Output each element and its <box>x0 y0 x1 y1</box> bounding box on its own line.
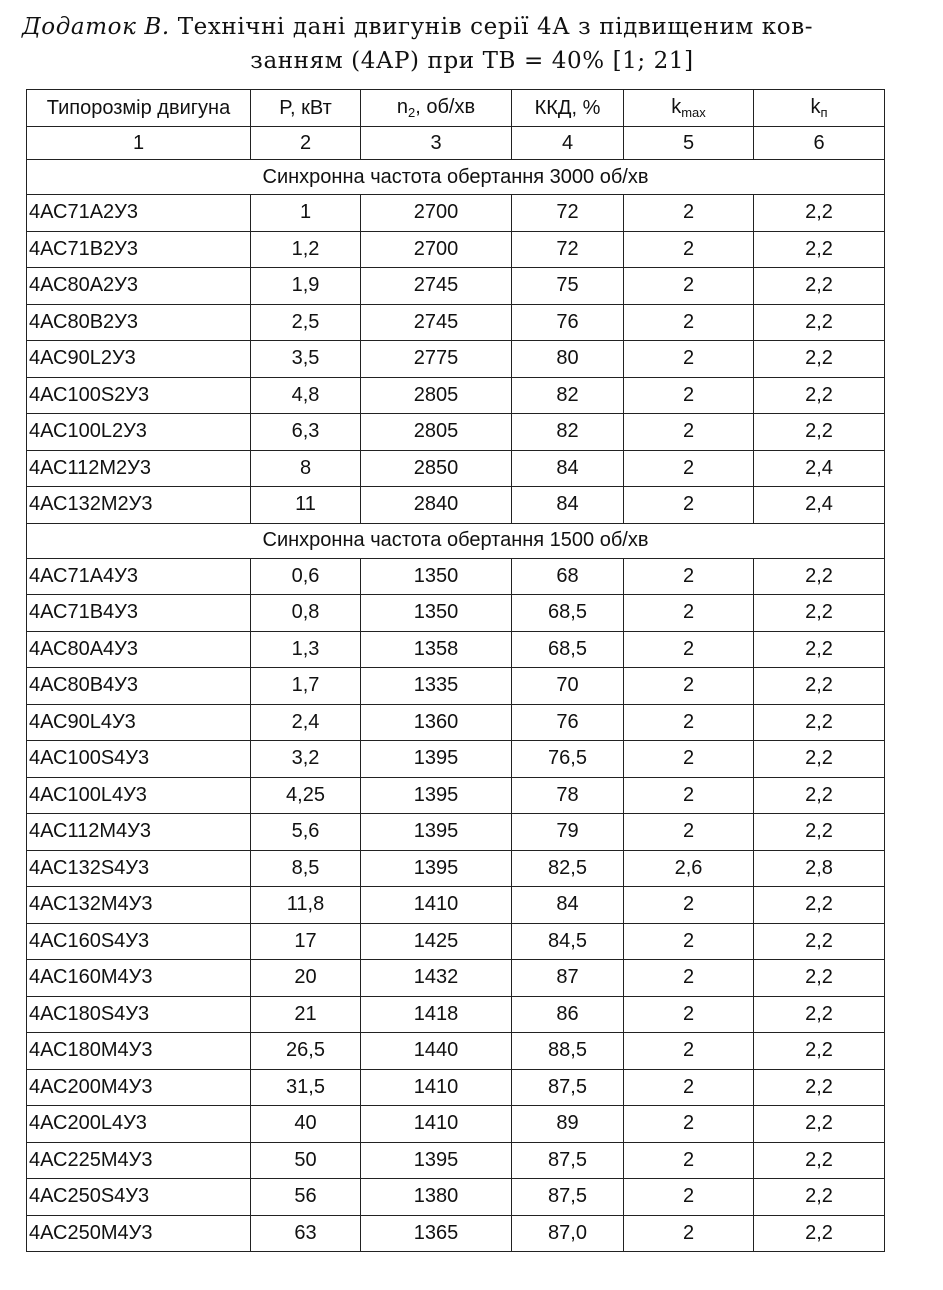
table-caption <box>22 10 902 78</box>
table-row <box>27 1106 885 1143</box>
table-row <box>27 595 885 632</box>
value-cell: 82 <box>512 377 624 414</box>
value-cell: 2,2 <box>754 960 885 997</box>
value-cell: 2805 <box>361 414 512 451</box>
value-cell: 72 <box>512 231 624 268</box>
table-row <box>27 450 885 487</box>
table-row <box>27 960 885 997</box>
value-cell: 5,6 <box>251 814 361 851</box>
table-row <box>27 996 885 1033</box>
table-row <box>27 814 885 851</box>
value-cell: 31,5 <box>251 1069 361 1106</box>
table-row <box>27 1069 885 1106</box>
value-cell: 2,2 <box>754 595 885 632</box>
table-row <box>27 923 885 960</box>
column-header-subscript: max <box>681 105 706 120</box>
caption-lead: Додаток В. <box>22 14 170 40</box>
value-cell: 68 <box>512 558 624 595</box>
value-cell: 84 <box>512 450 624 487</box>
value-cell: 2 <box>624 231 754 268</box>
value-cell: 2,2 <box>754 887 885 924</box>
value-cell: 0,8 <box>251 595 361 632</box>
value-cell: 82 <box>512 414 624 451</box>
value-cell: 2,2 <box>754 195 885 232</box>
value-cell: 84,5 <box>512 923 624 960</box>
column-number: 6 <box>754 127 885 160</box>
value-cell: 1425 <box>361 923 512 960</box>
column-header-unit: , об/хв <box>415 96 476 118</box>
value-cell: 1440 <box>361 1033 512 1070</box>
value-cell: 2,2 <box>754 814 885 851</box>
column-number: 4 <box>512 127 624 160</box>
value-cell: 89 <box>512 1106 624 1143</box>
motor-type-cell: 4АС160М4У3 <box>27 960 251 997</box>
motor-type-cell: 4АС180S4У3 <box>27 996 251 1033</box>
value-cell: 86 <box>512 996 624 1033</box>
value-cell: 2,2 <box>754 923 885 960</box>
value-cell: 40 <box>251 1106 361 1143</box>
table-row <box>27 1142 885 1179</box>
value-cell: 2 <box>624 741 754 778</box>
value-cell: 2,2 <box>754 1142 885 1179</box>
value-cell: 2,2 <box>754 1106 885 1143</box>
value-cell: 1360 <box>361 704 512 741</box>
column-header-text: Типорозмір двигуна <box>46 96 231 119</box>
value-cell: 2,2 <box>754 268 885 305</box>
value-cell: 2 <box>624 487 754 524</box>
value-cell: 2,2 <box>754 704 885 741</box>
value-cell: 2,8 <box>754 850 885 887</box>
motor-type-cell: 4АС100S4У3 <box>27 741 251 778</box>
value-cell: 2,2 <box>754 231 885 268</box>
value-cell: 2 <box>624 1069 754 1106</box>
motor-type-cell: 4АС100S2У3 <box>27 377 251 414</box>
value-cell: 1395 <box>361 1142 512 1179</box>
column-header-text: k <box>671 96 682 118</box>
motor-type-cell: 4АС112М2У3 <box>27 450 251 487</box>
value-cell: 2700 <box>361 231 512 268</box>
table-row <box>27 414 885 451</box>
motor-type-cell: 4АС250М4У3 <box>27 1215 251 1252</box>
value-cell: 88,5 <box>512 1033 624 1070</box>
value-cell: 82,5 <box>512 850 624 887</box>
value-cell: 2,2 <box>754 304 885 341</box>
value-cell: 26,5 <box>251 1033 361 1070</box>
value-cell: 1,3 <box>251 631 361 668</box>
value-cell: 78 <box>512 777 624 814</box>
value-cell: 2 <box>624 414 754 451</box>
value-cell: 2 <box>624 996 754 1033</box>
value-cell: 2 <box>624 268 754 305</box>
value-cell: 2 <box>624 341 754 378</box>
value-cell: 2 <box>624 195 754 232</box>
motor-type-cell: 4АС71В2У3 <box>27 231 251 268</box>
section-row <box>27 160 885 195</box>
value-cell: 2805 <box>361 377 512 414</box>
value-cell: 2,2 <box>754 341 885 378</box>
table-row <box>27 558 885 595</box>
value-cell: 1350 <box>361 558 512 595</box>
motor-type-cell: 4АС80В4У3 <box>27 668 251 705</box>
motor-type-cell: 4АС250S4У3 <box>27 1179 251 1216</box>
value-cell: 17 <box>251 923 361 960</box>
value-cell: 2850 <box>361 450 512 487</box>
value-cell: 84 <box>512 487 624 524</box>
table-row <box>27 1215 885 1252</box>
value-cell: 8 <box>251 450 361 487</box>
value-cell: 1432 <box>361 960 512 997</box>
value-cell: 87,5 <box>512 1142 624 1179</box>
value-cell: 2,5 <box>251 304 361 341</box>
column-number: 1 <box>27 127 251 160</box>
column-number: 2 <box>251 127 361 160</box>
table-row <box>27 850 885 887</box>
table-row <box>27 631 885 668</box>
value-cell: 50 <box>251 1142 361 1179</box>
value-cell: 2745 <box>361 268 512 305</box>
value-cell: 87 <box>512 960 624 997</box>
value-cell: 2745 <box>361 304 512 341</box>
value-cell: 21 <box>251 996 361 1033</box>
motor-data-table <box>26 89 885 1252</box>
value-cell: 2 <box>624 558 754 595</box>
motor-type-cell: 4АС71А4У3 <box>27 558 251 595</box>
caption-line-2: занням (4АР) при ТВ = 40% [1; 21] <box>250 48 694 74</box>
value-cell: 1380 <box>361 1179 512 1216</box>
value-cell: 1395 <box>361 814 512 851</box>
value-cell: 80 <box>512 341 624 378</box>
value-cell: 1365 <box>361 1215 512 1252</box>
value-cell: 11,8 <box>251 887 361 924</box>
value-cell: 1410 <box>361 1106 512 1143</box>
value-cell: 2,2 <box>754 631 885 668</box>
value-cell: 76 <box>512 304 624 341</box>
motor-type-cell: 4АС100L2У3 <box>27 414 251 451</box>
column-header-subscript: п <box>820 105 828 120</box>
column-header <box>754 90 885 127</box>
value-cell: 2,2 <box>754 1179 885 1216</box>
value-cell: 2,2 <box>754 1033 885 1070</box>
table-row <box>27 887 885 924</box>
table-row <box>27 195 885 232</box>
column-header <box>361 90 512 127</box>
value-cell: 2 <box>624 631 754 668</box>
motor-type-cell: 4АС71В4У3 <box>27 595 251 632</box>
value-cell: 2,2 <box>754 377 885 414</box>
value-cell: 2,4 <box>251 704 361 741</box>
value-cell: 87,0 <box>512 1215 624 1252</box>
column-header-subscript: 2 <box>408 105 416 120</box>
value-cell: 1,7 <box>251 668 361 705</box>
value-cell: 76 <box>512 704 624 741</box>
value-cell: 11 <box>251 487 361 524</box>
value-cell: 76,5 <box>512 741 624 778</box>
column-header-text: n <box>396 96 408 118</box>
column-header-text: P, кВт <box>279 96 332 119</box>
value-cell: 2 <box>624 887 754 924</box>
motor-type-cell: 4АС80В2У3 <box>27 304 251 341</box>
value-cell: 87,5 <box>512 1179 624 1216</box>
value-cell: 2,6 <box>624 850 754 887</box>
motor-type-cell: 4АС225М4У3 <box>27 1142 251 1179</box>
value-cell: 2 <box>624 595 754 632</box>
value-cell: 2840 <box>361 487 512 524</box>
motor-type-cell: 4АС71А2У3 <box>27 195 251 232</box>
value-cell: 2,2 <box>754 558 885 595</box>
table-row <box>27 268 885 305</box>
value-cell: 2 <box>624 1106 754 1143</box>
value-cell: 2 <box>624 1033 754 1070</box>
table-row <box>27 377 885 414</box>
value-cell: 72 <box>512 195 624 232</box>
value-cell: 20 <box>251 960 361 997</box>
value-cell: 2,2 <box>754 741 885 778</box>
value-cell: 2,2 <box>754 668 885 705</box>
caption-text: Технічні дані двигунів серії 4А з підвищеним ков- <box>177 14 814 40</box>
motor-type-cell: 4АС132М4У3 <box>27 887 251 924</box>
value-cell: 70 <box>512 668 624 705</box>
table-row <box>27 487 885 524</box>
value-cell: 2 <box>624 777 754 814</box>
value-cell: 1395 <box>361 777 512 814</box>
value-cell: 2 <box>624 923 754 960</box>
value-cell: 2700 <box>361 195 512 232</box>
value-cell: 2 <box>624 1142 754 1179</box>
motor-type-cell: 4АС80А4У3 <box>27 631 251 668</box>
value-cell: 56 <box>251 1179 361 1216</box>
motor-type-cell: 4АС90L2У3 <box>27 341 251 378</box>
motor-type-cell: 4АС180М4У3 <box>27 1033 251 1070</box>
header-row <box>27 90 885 127</box>
value-cell: 75 <box>512 268 624 305</box>
value-cell: 4,25 <box>251 777 361 814</box>
value-cell: 1418 <box>361 996 512 1033</box>
section-title: Синхронна частота обертання 3000 об/хв <box>27 160 885 195</box>
column-number: 5 <box>624 127 754 160</box>
table-row <box>27 668 885 705</box>
column-number-row <box>27 127 885 160</box>
motor-type-cell: 4АС200L4У3 <box>27 1106 251 1143</box>
value-cell: 3,2 <box>251 741 361 778</box>
value-cell: 1410 <box>361 1069 512 1106</box>
value-cell: 84 <box>512 887 624 924</box>
value-cell: 2,2 <box>754 414 885 451</box>
value-cell: 2 <box>624 960 754 997</box>
table-row <box>27 341 885 378</box>
value-cell: 79 <box>512 814 624 851</box>
value-cell: 2,2 <box>754 996 885 1033</box>
value-cell: 1350 <box>361 595 512 632</box>
value-cell: 2 <box>624 304 754 341</box>
value-cell: 2,2 <box>754 1215 885 1252</box>
value-cell: 1,9 <box>251 268 361 305</box>
table-row <box>27 704 885 741</box>
table-row <box>27 304 885 341</box>
column-header-text: ККД, % <box>534 96 601 119</box>
column-header <box>512 90 624 127</box>
value-cell: 63 <box>251 1215 361 1252</box>
motor-type-cell: 4АС200М4У3 <box>27 1069 251 1106</box>
value-cell: 1 <box>251 195 361 232</box>
motor-type-cell: 4АС80А2У3 <box>27 268 251 305</box>
value-cell: 4,8 <box>251 377 361 414</box>
column-header-text: k <box>810 96 821 118</box>
value-cell: 1,2 <box>251 231 361 268</box>
value-cell: 1395 <box>361 741 512 778</box>
motor-type-cell: 4АС112М4У3 <box>27 814 251 851</box>
motor-type-cell: 4АС90L4У3 <box>27 704 251 741</box>
motor-type-cell: 4АС100L4У3 <box>27 777 251 814</box>
value-cell: 2 <box>624 704 754 741</box>
value-cell: 1335 <box>361 668 512 705</box>
value-cell: 1410 <box>361 887 512 924</box>
value-cell: 1358 <box>361 631 512 668</box>
motor-type-cell: 4АС132S4У3 <box>27 850 251 887</box>
section-title: Синхронна частота обертання 1500 об/хв <box>27 523 885 558</box>
value-cell: 2 <box>624 1215 754 1252</box>
column-number: 3 <box>361 127 512 160</box>
value-cell: 2,4 <box>754 487 885 524</box>
column-header <box>251 90 361 127</box>
column-header <box>624 90 754 127</box>
table-row <box>27 1179 885 1216</box>
value-cell: 2 <box>624 377 754 414</box>
value-cell: 2,2 <box>754 1069 885 1106</box>
value-cell: 1395 <box>361 850 512 887</box>
value-cell: 2775 <box>361 341 512 378</box>
column-header <box>27 90 251 127</box>
value-cell: 2 <box>624 668 754 705</box>
value-cell: 2,4 <box>754 450 885 487</box>
value-cell: 68,5 <box>512 631 624 668</box>
table-row <box>27 741 885 778</box>
motor-type-cell: 4АС132М2У3 <box>27 487 251 524</box>
value-cell: 2 <box>624 1179 754 1216</box>
value-cell: 2 <box>624 450 754 487</box>
table-row <box>27 777 885 814</box>
table-row <box>27 231 885 268</box>
section-row <box>27 523 885 558</box>
value-cell: 6,3 <box>251 414 361 451</box>
value-cell: 8,5 <box>251 850 361 887</box>
table-row <box>27 1033 885 1070</box>
value-cell: 0,6 <box>251 558 361 595</box>
motor-type-cell: 4АС160S4У3 <box>27 923 251 960</box>
value-cell: 87,5 <box>512 1069 624 1106</box>
value-cell: 3,5 <box>251 341 361 378</box>
value-cell: 2,2 <box>754 777 885 814</box>
value-cell: 68,5 <box>512 595 624 632</box>
value-cell: 2 <box>624 814 754 851</box>
